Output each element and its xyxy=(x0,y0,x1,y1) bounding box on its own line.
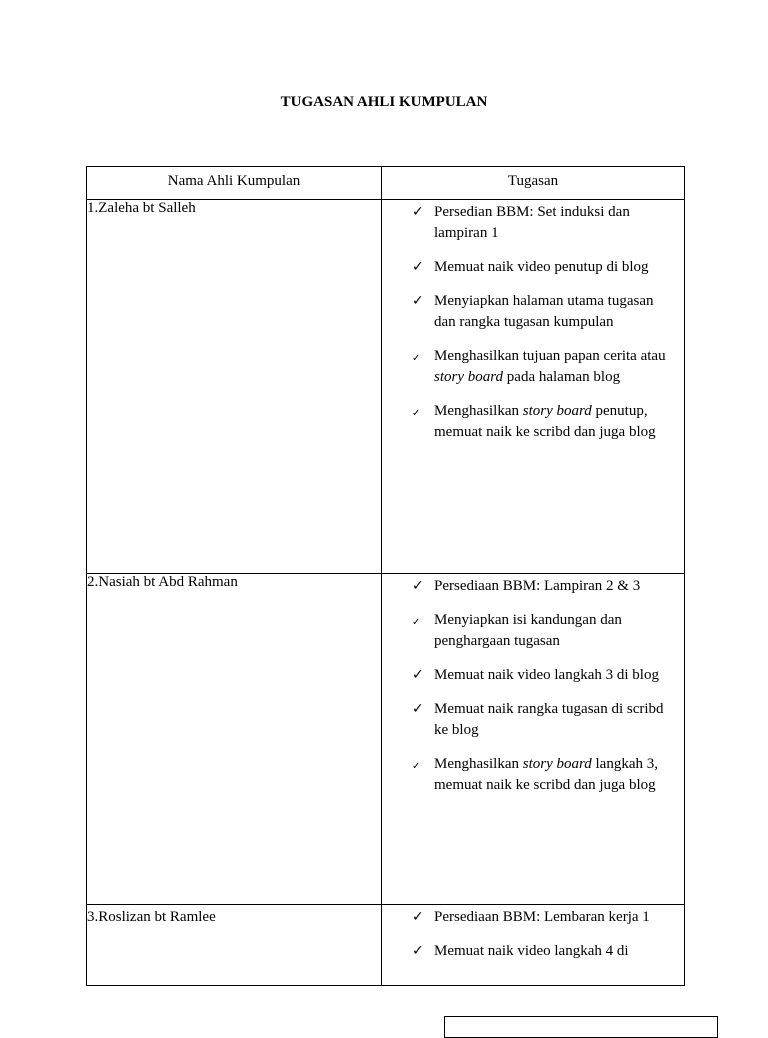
list-item xyxy=(412,346,674,388)
list-item xyxy=(412,291,674,333)
list-item xyxy=(412,665,674,686)
task-text-after: penutup, memuat naik ke scribd dan juga blog xyxy=(434,403,656,440)
list-item xyxy=(412,576,674,597)
task-text-before: Menghasilkan xyxy=(434,756,523,772)
member-name: 1.Zaleha bt Salleh xyxy=(87,200,196,216)
task-text: Menyiapkan isi kandungan dan penghargaan tugasan xyxy=(434,612,622,649)
checkmark-icon: ✓ xyxy=(412,701,424,717)
task-text: Persedian BBM: Set induksi dan lampiran 1 xyxy=(434,204,630,241)
member-name-cell xyxy=(87,905,382,986)
checkmark-icon: ✓ xyxy=(412,353,421,364)
member-name-cell xyxy=(87,574,382,905)
table-header-row xyxy=(87,167,685,200)
task-text-before: Menghasilkan xyxy=(434,403,523,419)
task-text-italic: story board xyxy=(434,369,504,385)
task-text: Persediaan BBM: Lembaran kerja 1 xyxy=(434,909,650,925)
member-name: 3.Roslizan bt Ramlee xyxy=(87,909,216,925)
task-text: Memuat naik video langkah 4 di xyxy=(434,943,629,959)
tasks-cell xyxy=(382,200,685,574)
task-text: Memuat naik video penutup di blog xyxy=(434,259,649,275)
checkmark-icon: ✓ xyxy=(412,909,424,925)
checkmark-icon: ✓ xyxy=(412,667,424,683)
task-text-italic: story board xyxy=(522,403,592,419)
member-name-cell xyxy=(87,200,382,574)
task-list xyxy=(382,574,684,796)
checkmark-icon: ✓ xyxy=(412,761,421,772)
task-text: Memuat naik video langkah 3 di blog xyxy=(434,667,659,683)
table-row xyxy=(87,200,685,574)
checkmark-icon: ✓ xyxy=(412,943,424,959)
page-title: TUGASAN AHLI KUMPULAN xyxy=(280,94,488,110)
header-tasks: Tugasan xyxy=(382,167,685,200)
task-list xyxy=(382,200,684,443)
checkmark-icon: ✓ xyxy=(412,204,424,220)
list-item xyxy=(412,907,674,928)
task-text: Menyiapkan halaman utama tugasan dan rangka tugasan kumpulan xyxy=(434,293,654,330)
list-item xyxy=(412,257,674,278)
list-item xyxy=(412,610,674,652)
checkmark-icon: ✓ xyxy=(412,259,424,275)
task-text-before: Menghasilkan tujuan papan cerita atau xyxy=(434,348,666,364)
task-list xyxy=(382,905,684,962)
header-name: Nama Ahli Kumpulan xyxy=(87,167,382,200)
task-text-after: langkah 3, memuat naik ke scribd dan juga blog xyxy=(434,756,658,793)
checkmark-icon: ✓ xyxy=(412,293,424,309)
checkmark-icon: ✓ xyxy=(412,578,424,594)
task-text-after: pada halaman blog xyxy=(503,369,621,385)
task-table xyxy=(86,166,685,986)
member-name: 2.Nasiah bt Abd Rahman xyxy=(87,574,238,590)
checkmark-icon: ✓ xyxy=(412,408,421,419)
task-text-italic: story board xyxy=(522,756,592,772)
list-item xyxy=(412,202,674,244)
list-item xyxy=(412,941,674,962)
task-text: Persediaan BBM: Lampiran 2 & 3 xyxy=(434,578,641,594)
tasks-cell xyxy=(382,905,685,986)
list-item xyxy=(412,699,674,741)
table-row xyxy=(87,905,685,986)
list-item xyxy=(412,754,674,796)
table-row xyxy=(87,574,685,905)
tasks-cell xyxy=(382,574,685,905)
checkmark-icon: ✓ xyxy=(412,617,421,628)
list-item xyxy=(412,401,674,443)
footer-box xyxy=(444,1016,718,1038)
task-text: Memuat naik rangka tugasan di scribd ke blog xyxy=(434,701,664,738)
